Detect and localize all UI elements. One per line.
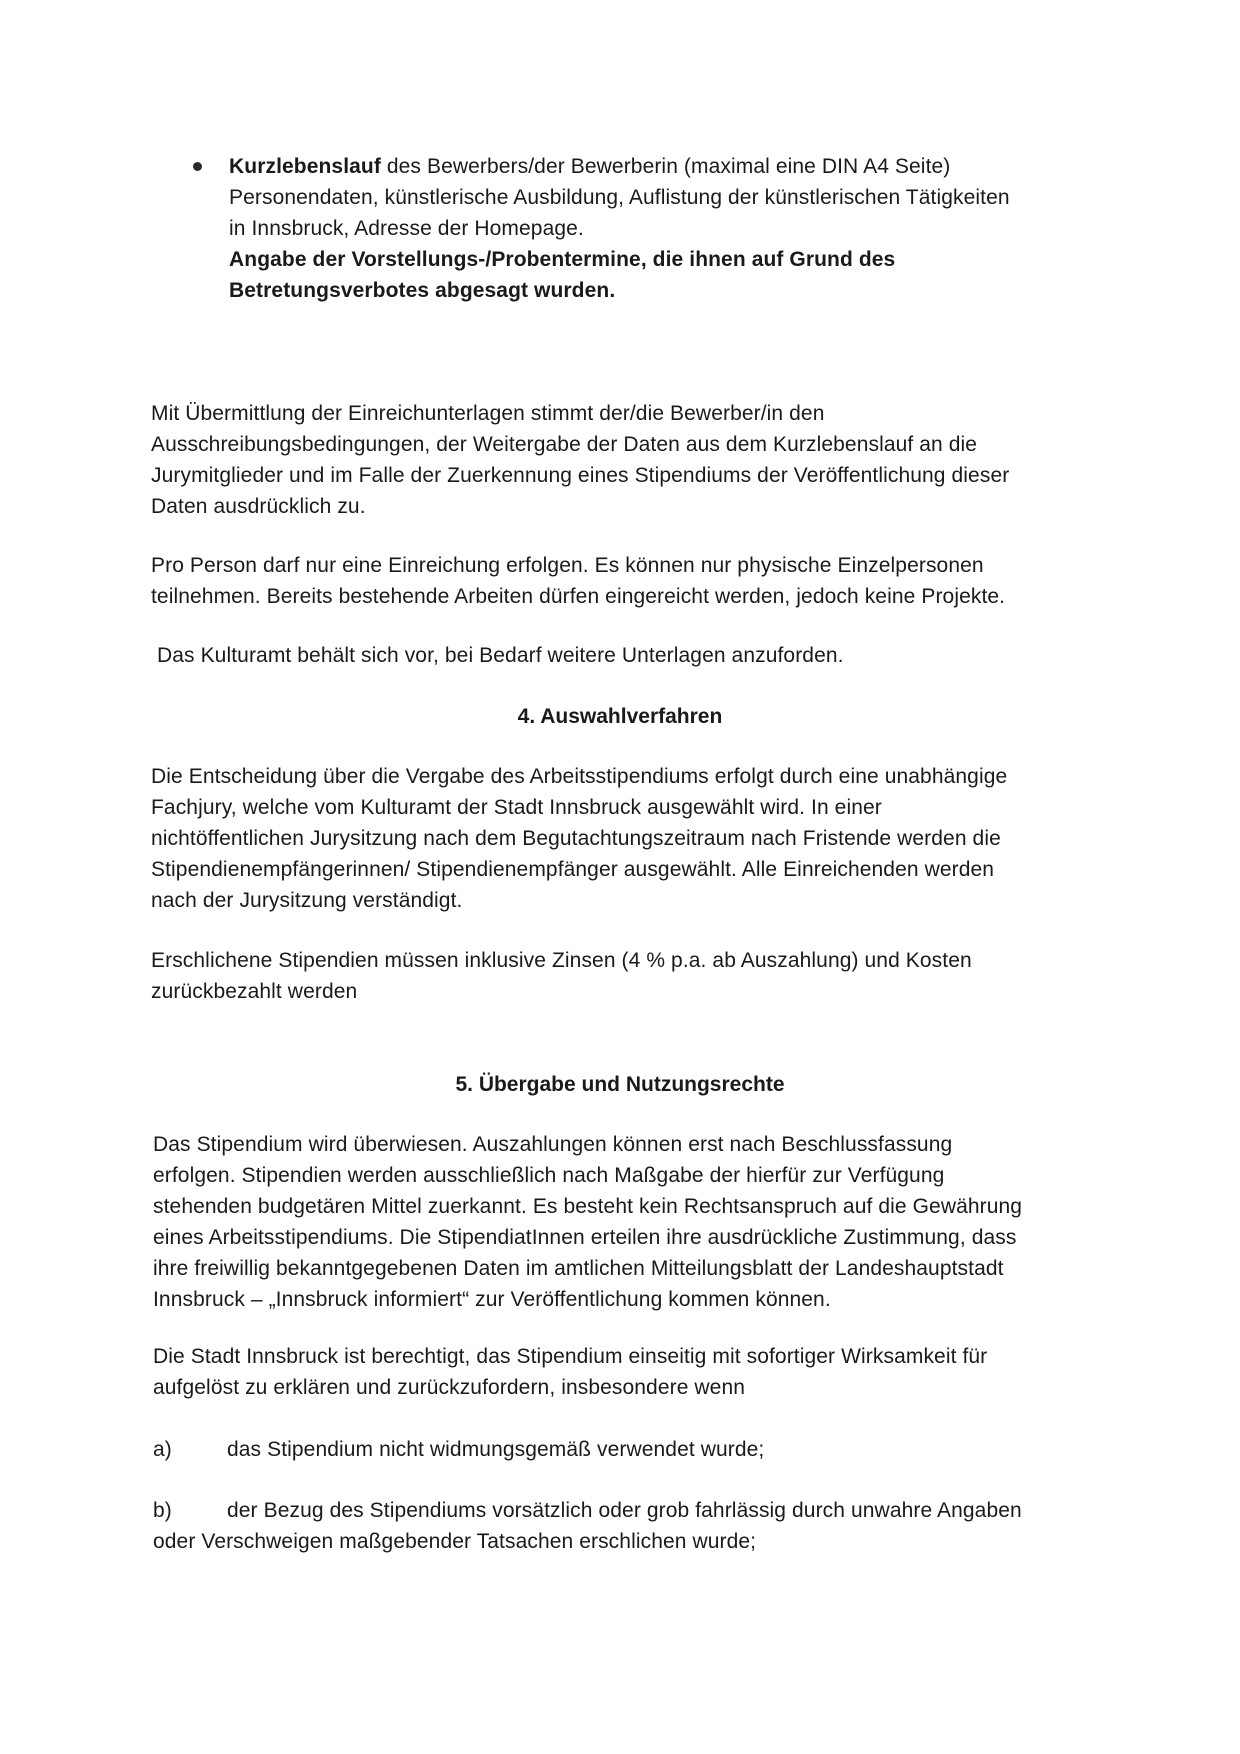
bullet-bold-lead: Kurzlebenslauf: [229, 155, 381, 178]
paragraph-selection-process: [151, 761, 1007, 916]
text-line: stehenden budgetären Mittel zuerkannt. Es besteht kein Rechtsanspruch auf die Gewährung: [153, 1195, 1023, 1218]
text-line: ihre freiwillig bekanntgegebenen Daten im amtlichen Mitteilungsblatt der Landeshauptstadt: [153, 1257, 1004, 1280]
text-line: Das Stipendium wird überwiesen. Auszahlungen können erst nach Beschlussfassung: [153, 1133, 953, 1156]
text-line: Pro Person darf nur eine Einreichung erfolgen. Es können nur physische Einzelpersonen: [151, 554, 984, 577]
list-label: a): [153, 1438, 172, 1461]
list-label: b): [153, 1499, 172, 1522]
bullet-icon: [193, 162, 202, 171]
list-item-text: der Bezug des Stipendiums vorsätzlich oder grob fahrlässig durch unwahre Angaben: [227, 1499, 1022, 1522]
text-line: nichtöffentlichen Jurysitzung nach dem Begutachtungszeitraum nach Fristende werden die: [151, 827, 1001, 850]
section-5-heading: 5. Übergabe und Nutzungsrechte: [455, 1073, 785, 1096]
text-line: nach der Jurysitzung verständigt.: [151, 889, 463, 912]
paragraph-submission-rules: [151, 550, 1005, 612]
text-line: aufgelöst zu erklären und zurückzufordern, insbesondere wenn: [153, 1376, 746, 1399]
list-item-text: das Stipendium nicht widmungsgemäß verwendet wurde;: [227, 1438, 765, 1461]
text-line: Die Entscheidung über die Vergabe des Arbeitsstipendiums erfolgt durch eine unabhängige: [151, 765, 1008, 788]
paragraph-additional-documents: [157, 640, 844, 671]
text-line: Daten ausdrücklich zu.: [151, 495, 366, 518]
paragraph-consent: [151, 398, 1009, 522]
list-item-text: oder Verschweigen maßgebender Tatsachen erschlichen wurde;: [153, 1530, 757, 1553]
list-item-b: [153, 1495, 1022, 1557]
text-line: eines Arbeitsstipendiums. Die StipendiatInnen erteilen ihre ausdrückliche Zustimmung, dass: [153, 1226, 1017, 1249]
text-line: Fachjury, welche vom Kulturamt der Stadt Innsbruck ausgewählt wird. In einer: [151, 796, 882, 819]
paragraph-repayment: [151, 945, 972, 1007]
list-item-a: [153, 1434, 764, 1465]
bullet-line: Betretungsverbotes abgesagt wurden.: [229, 279, 616, 302]
bullet-line-text: des Bewerbers/der Bewerberin (maximal eine DIN A4 Seite): [380, 155, 951, 178]
bullet-line: Angabe der Vorstellungs-/Probentermine, die ihnen auf Grund des: [229, 248, 896, 271]
text-line: Mit Übermittlung der Einreichunterlagen stimmt der/die Bewerber/in den: [151, 402, 825, 425]
bullet-line: [229, 151, 1010, 182]
text-line: zurückbezahlt werden: [151, 980, 358, 1003]
bullet-line: Personendaten, künstlerische Ausbildung, Auflistung der künstlerischen Tätigkeiten: [229, 186, 1010, 209]
text-line: Innsbruck – „Innsbruck informiert“ zur Veröffentlichung kommen können.: [153, 1288, 831, 1311]
paragraph-transfer: [153, 1129, 1022, 1315]
paragraph-revocation: [153, 1341, 987, 1403]
section-4-heading: 4. Auswahlverfahren: [517, 705, 723, 728]
bullet-line: in Innsbruck, Adresse der Homepage.: [229, 217, 584, 240]
text-line: teilnehmen. Bereits bestehende Arbeiten dürfen eingereicht werden, jedoch keine Projekte.: [151, 585, 1006, 608]
text-line: erfolgen. Stipendien werden ausschließlich nach Maßgabe der hierfür zur Verfügung: [153, 1164, 945, 1187]
text-line: Ausschreibungsbedingungen, der Weitergabe der Daten aus dem Kurzlebenslauf an die: [151, 433, 978, 456]
text-line: Die Stadt Innsbruck ist berechtigt, das Stipendium einseitig mit sofortiger Wirksamkeit für: [153, 1345, 988, 1368]
text-line: Erschlichene Stipendien müssen inklusive Zinsen (4 % p.a. ab Auszahlung) und Kosten: [151, 949, 972, 972]
bullet-item: [229, 151, 1010, 306]
text-line: Stipendienempfängerinnen/ Stipendienempfänger ausgewählt. Alle Einreichenden werden: [151, 858, 995, 881]
text-line: Jurymitglieder und im Falle der Zuerkennung eines Stipendiums der Veröffentlichung dieser: [151, 464, 1010, 487]
text-line: Das Kulturamt behält sich vor, bei Bedarf weitere Unterlagen anzuforden.: [157, 644, 844, 667]
